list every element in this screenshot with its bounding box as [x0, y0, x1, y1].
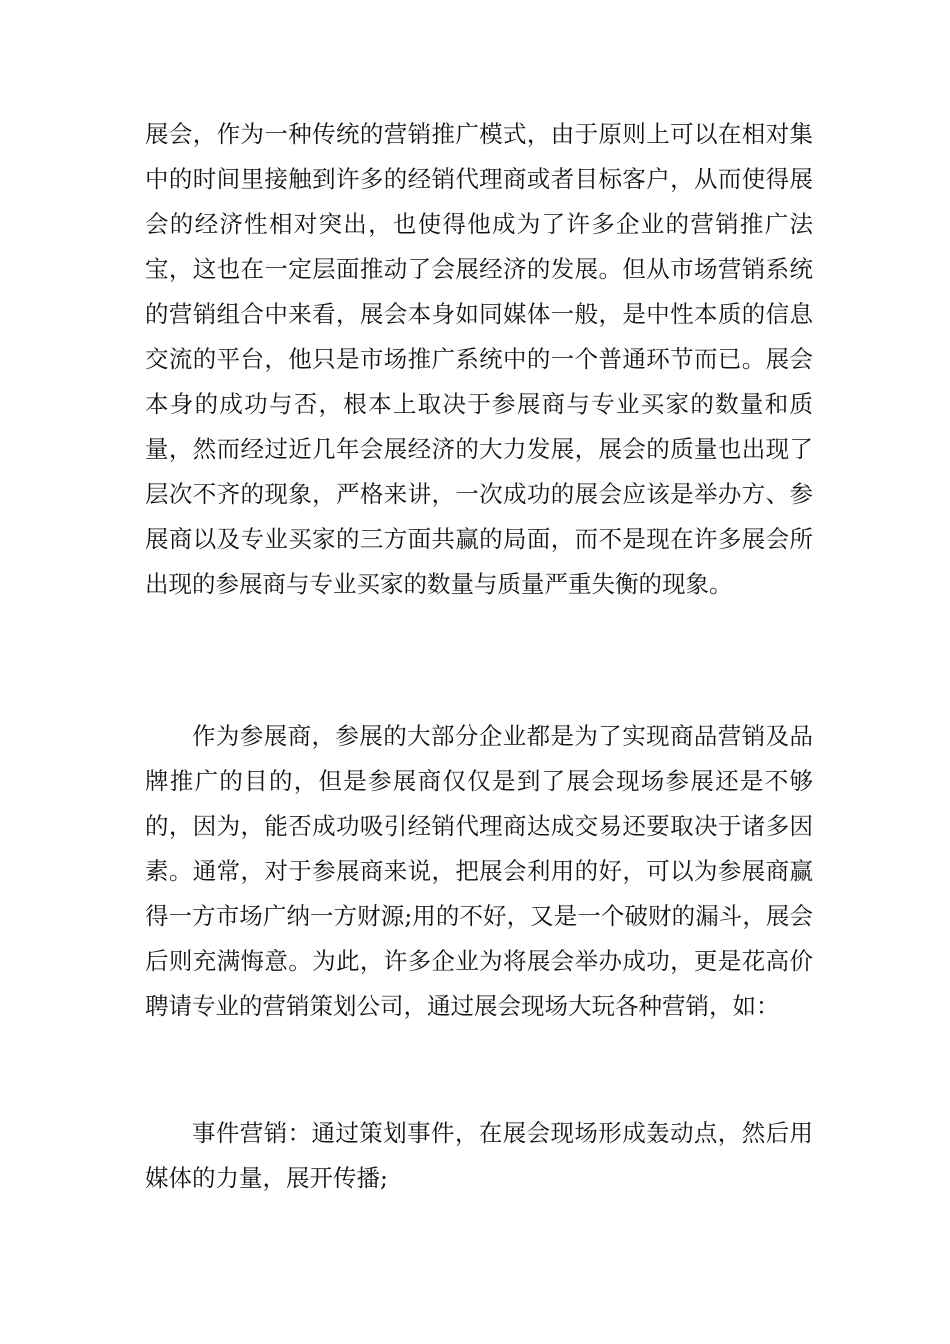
paragraph-event-marketing: 事件营销：通过策划事件，在展会现场形成轰动点，然后用媒体的力量，展开传播; [145, 1119, 813, 1192]
paragraph-exhibition-intro: 展会，作为一种传统的营销推广模式，由于原则上可以在相对集中的时间里接触到许多的经销代理商或者目标客户，从而使得展会的经济性相对突出，也使得他成为了许多企业的营销推广法宝，这也在一定层面推动了会展经济的发展。但从市场营销系统的营销组合中来看，展会本身如同媒体一般，是中性本质的信息交流的平台，他只是市场推广系统中的一个普通环节而已。展会本身的成功与否，根本上取决于参展商与专业买家的数量和质量，然而经过近几年会展经济的大力发展，展会的质量也出现了层次不齐的现象，严格来讲，一次成功的展会应该是举办方、参展商以及专业买家的三方面共赢的局面，而不是现在许多展会所出现的参展商与专业买家的数量与质量严重失衡的现象。 [145, 120, 813, 598]
paragraph-exhibitor-goals: 作为参展商，参展的大部分企业都是为了实现商品营销及品牌推广的目的，但是参展商仅仅是到了展会现场参展还是不够的，因为，能否成功吸引经销代理商达成交易还要取决于诸多因素。通常，对于参展商来说，把展会利用的好，可以为参展商赢得一方市场广纳一方财源;用的不好，又是一个破财的漏斗，展会后则充满悔意。为此，许多企业为将展会举办成功，更是花高价聘请专业的营销策划公司，通过展会现场大玩各种营销，如： [145, 722, 813, 1020]
